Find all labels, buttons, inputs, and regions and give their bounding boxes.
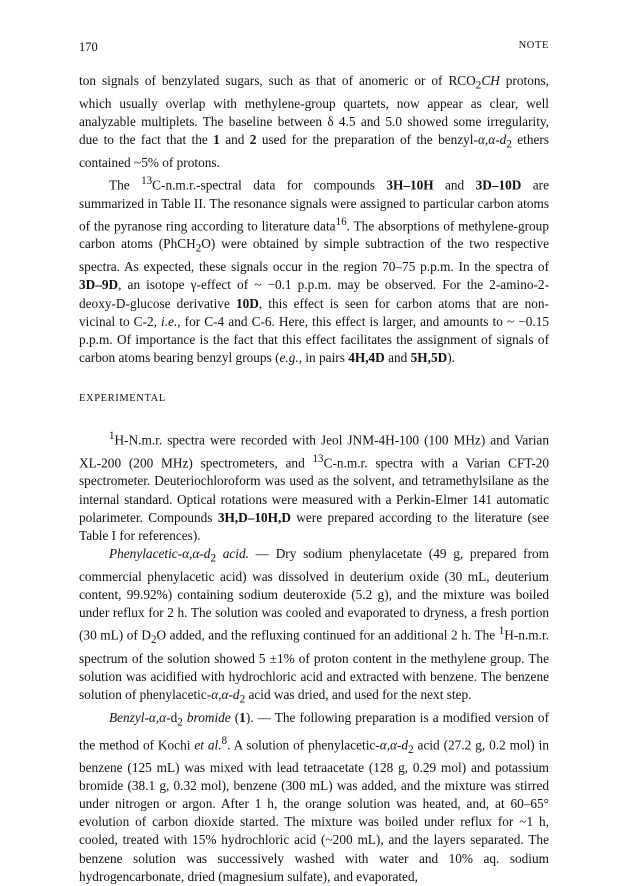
running-header: [79, 40, 549, 58]
paragraph-13c-nmr: The $^{13}$C-n.m.r.-spectral data for compounds 3H–10H and 3D–10D are summarized in Table II. The resonance signals were assigned to particular carbon atoms of the pyranose ring according to literature data$^{16}$. The absorptions of methylene-group carbon atoms (PhCH$_2$O) were obtained by simple subtraction of the two respective spectra. As expected, these signals occur in the region 70–75 p.p.m. In the spectra of 3D–9D, an isotope γ-effect of ~ −0.1 p.p.m. may be observed. For the 2-amino-2-deoxy-D-glucose derivative 10D, this effect is seen for carbon atoms that are non-vicinal to C-2, i.e., for C-4 and C-6. Here, this effect is larger, and amounts to ~ −0.15 p.p.m. Of importance is the fact that this effect facilitates the assignment of signals of carbon atoms bearing benzyl groups (e.g., in pairs 4H,4D and 5H,5D).: [79, 175, 549, 365]
paragraph-continuation: ton signals of benzylated sugars, such as that of anomeric or of $RCO_2CH$ protons, which usually overlap with methylene-group quartets, now appear as clear, well analyzable multiplets. The baseline between δ 4.5 and 5.0 showed some irregularity, due to the fact that the 1 and 2 used for the preparation of the benzyl-$\alpha,\alpha-d_2$ ethers contained ~5% of protons.: [79, 73, 549, 170]
paragraph-phenylacetic-acid: Phenylacetic-$\alpha,\alpha-d_2$ acid. — Dry sodium phenylacetate (49 g, prepared from commercial phenylacetic acid) was dissolved in deuterium oxide (30 mL, deuterium content, 99.92%) containing sodium deuteroxide (5.2 g), and the mixture was boiled under reflux for 2 h. The solution was cooled and evaporated to dryness, a fresh portion (30 mL) of $D_2O$ added, and the refluxing continued for an additional 2 h. The $^1$H-n.m.r. spectrum of the solution showed 5 ±1% of proton content in the methylene group. The solution was acidified with hydrochloric acid and extracted with benzene. The benzene solution of phenylacetic-$\alpha,\alpha-d_2$ acid was dried, and used for the next step.: [79, 546, 549, 706]
running-title: NOTE: [518, 40, 549, 51]
paragraph-benzyl-bromide: Benzyl-$\alpha,\alpha-d_2$ bromide (1). — The following preparation is a modified version of the method of Kochi et al.$^8$. A solution of phenylacetic-$\alpha,\alpha-d_2$ acid (27.2 g, 0.2 mol) in benzene (125 mL) was mixed with lead tetraacetate (128 g, 0.29 mol) and potassium bromide (38.1 g, 0.32 mol), benzene (300 mL) was added, and the mixture was stirred under nitrogen or argon. After 1 h, the orange solution was heated, and, at 60–65° evolution of carbon dioxide started. The mixture was boiled under reflux for ~1 h, cooled, treated with 15% hydrochloric acid (~200 mL), and the layers separated. The benzene solution was successively washed with water and 10% aq. sodium hydrogencarbonate, dried (magnesium sulfate), and evaporated,: [79, 709, 549, 884]
body-text: [79, 72, 549, 886]
page-number: 170: [79, 40, 98, 54]
paragraph-instruments: $^1$H-N.m.r. spectra were recorded with Jeol JNM-4H-100 (100 MHz) and Varian XL-200 (200 MHz) spectrometers, and $^{13}$C-n.m.r. spectra with a Varian CFT-20 spectrometer. Deuteriochloroform was used as the solvent, and tetramethylsilane as the internal standard. Optical rotations were measured with a Perkin-Elmer 141 automatic polarimeter. Compounds 3H,D–10H,D were prepared according to the literature (see Table I for references).: [79, 430, 550, 543]
section-heading-experimental: EXPERIMENTAL: [79, 393, 166, 405]
